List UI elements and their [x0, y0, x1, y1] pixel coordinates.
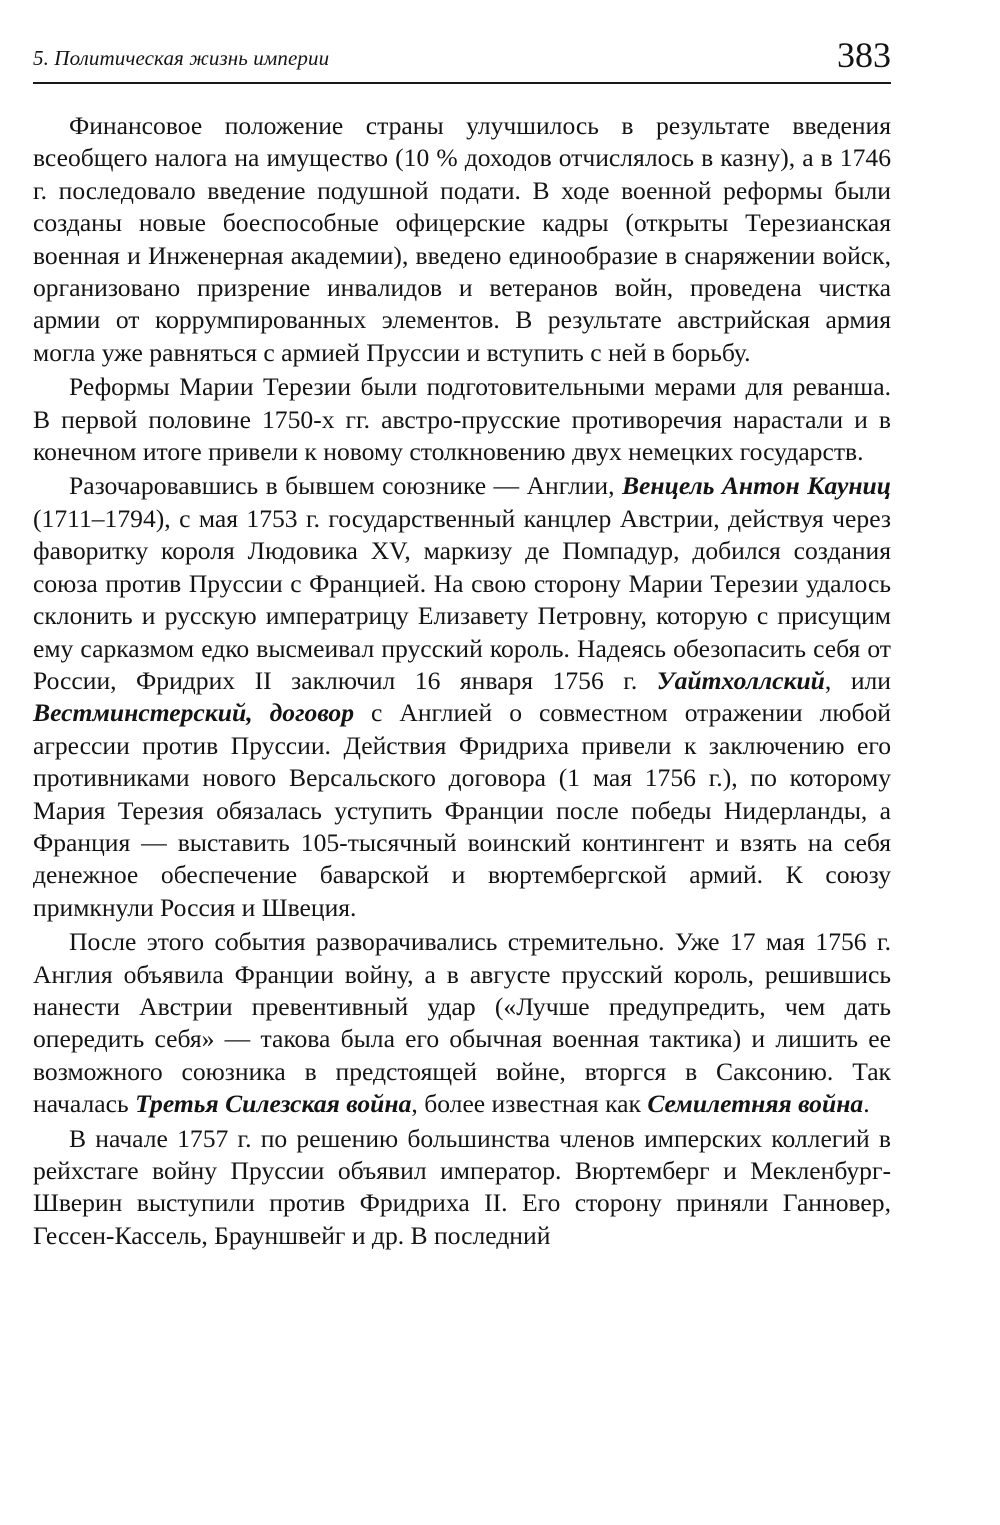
paragraph-text: , более известная как — [411, 1089, 648, 1119]
emphasized-term: Уайтхоллский — [656, 665, 825, 695]
paragraph — [33, 371, 891, 468]
paragraph — [33, 926, 891, 1120]
paragraph — [33, 110, 891, 369]
paragraph — [33, 1123, 891, 1253]
running-header — [33, 36, 891, 84]
page-number: 383 — [837, 35, 891, 75]
emphasized-term: Третья Силезская война — [135, 1089, 412, 1119]
paragraph-text: Разочаровавшись в бывшем союзнике — Англии, — [69, 471, 622, 501]
emphasized-term: Вестминстерский, договор — [33, 698, 355, 728]
emphasized-term: Семилетняя война — [647, 1089, 864, 1119]
paragraph-text: , или — [824, 665, 891, 695]
paragraph-text: Реформы Марии Терезии были подготовительными мерами для реванша. В первой половине 1750-х гг. австро-прусские противоречия нарастали и в конечном итоге привели к новому столкновению двух немецких государств. — [33, 372, 891, 467]
paragraph-text: с Англией о совместном отражении любой агрессии против Пруссии. Действия Фридриха привели к заключению его противниками нового Версальского договора (1 мая 1756 г.), по которому Мария Терезия обязалась уступить Франции после победы Нидерланды, а Франция — выставить 105-тысячный воинский контингент и взять на себя денежное обеспечение баварской и вюртембергской армий. К союзу примкнули Россия и Швеция. — [33, 698, 891, 922]
paragraph-text: Финансовое положение страны улучшилось в результате введения всеобщего налога на имущество (10 % доходов отчислялось в казну), а в 1746 г. последовало введение подушной подати. В ходе военной реформы были созданы новые боеспособные офицерские кадры (открыты Терезианская военная и Инженерная академии), введено единообразие в снаряжении войск, организовано призрение инвалидов и ветеранов войн, проведена чистка армии от коррумпированных элементов. В результате австрийская армия могла уже равняться с армией Пруссии и вступить с ней в борьбу. — [33, 111, 891, 367]
body-text — [33, 110, 891, 1254]
paragraph-text: После этого события разворачивались стремительно. Уже 17 мая 1756 г. Англия объявила Франции войну, а в августе прусский король, решившись нанести Австрии превентивный удар («Лучше предупредить, чем дать опередить себя» — такова была его обычная военная тактика) и лишить ее возможного союзника в предстоящей войне, вторгся в Саксонию. Так началась — [33, 927, 891, 1119]
paragraph-text: (1711–1794), с мая 1753 г. государственный канцлер Австрии, действуя через фаворитку короля Людовика XV, маркизу де Помпадур, добился создания союза против Пруссии с Францией. На свою сторону Марии Терезии удалось склонить и русскую императрицу Елизавету Петровну, которую с присущим ему сарказмом едко высмеивал прусский король. Надеясь обезопасить себя от России, Фридрих II заключил 16 января 1756 г. — [33, 503, 891, 695]
paragraph-text: В начале 1757 г. по решению большинства членов имперских коллегий в рейхстаге войну Пруссии объявил император. Вюртемберг и Мекленбург-Шверин выступили против Фридриха II. Его сторону приняли Ганновер, Гессен-Кассель, Брауншвейг и др. В последний — [33, 1123, 891, 1250]
emphasized-term: Венцель Антон Кауниц — [621, 471, 892, 501]
section-title: 5. Политическая жизнь империи — [33, 46, 330, 70]
paragraph — [33, 470, 891, 924]
paragraph-text: . — [863, 1089, 870, 1119]
